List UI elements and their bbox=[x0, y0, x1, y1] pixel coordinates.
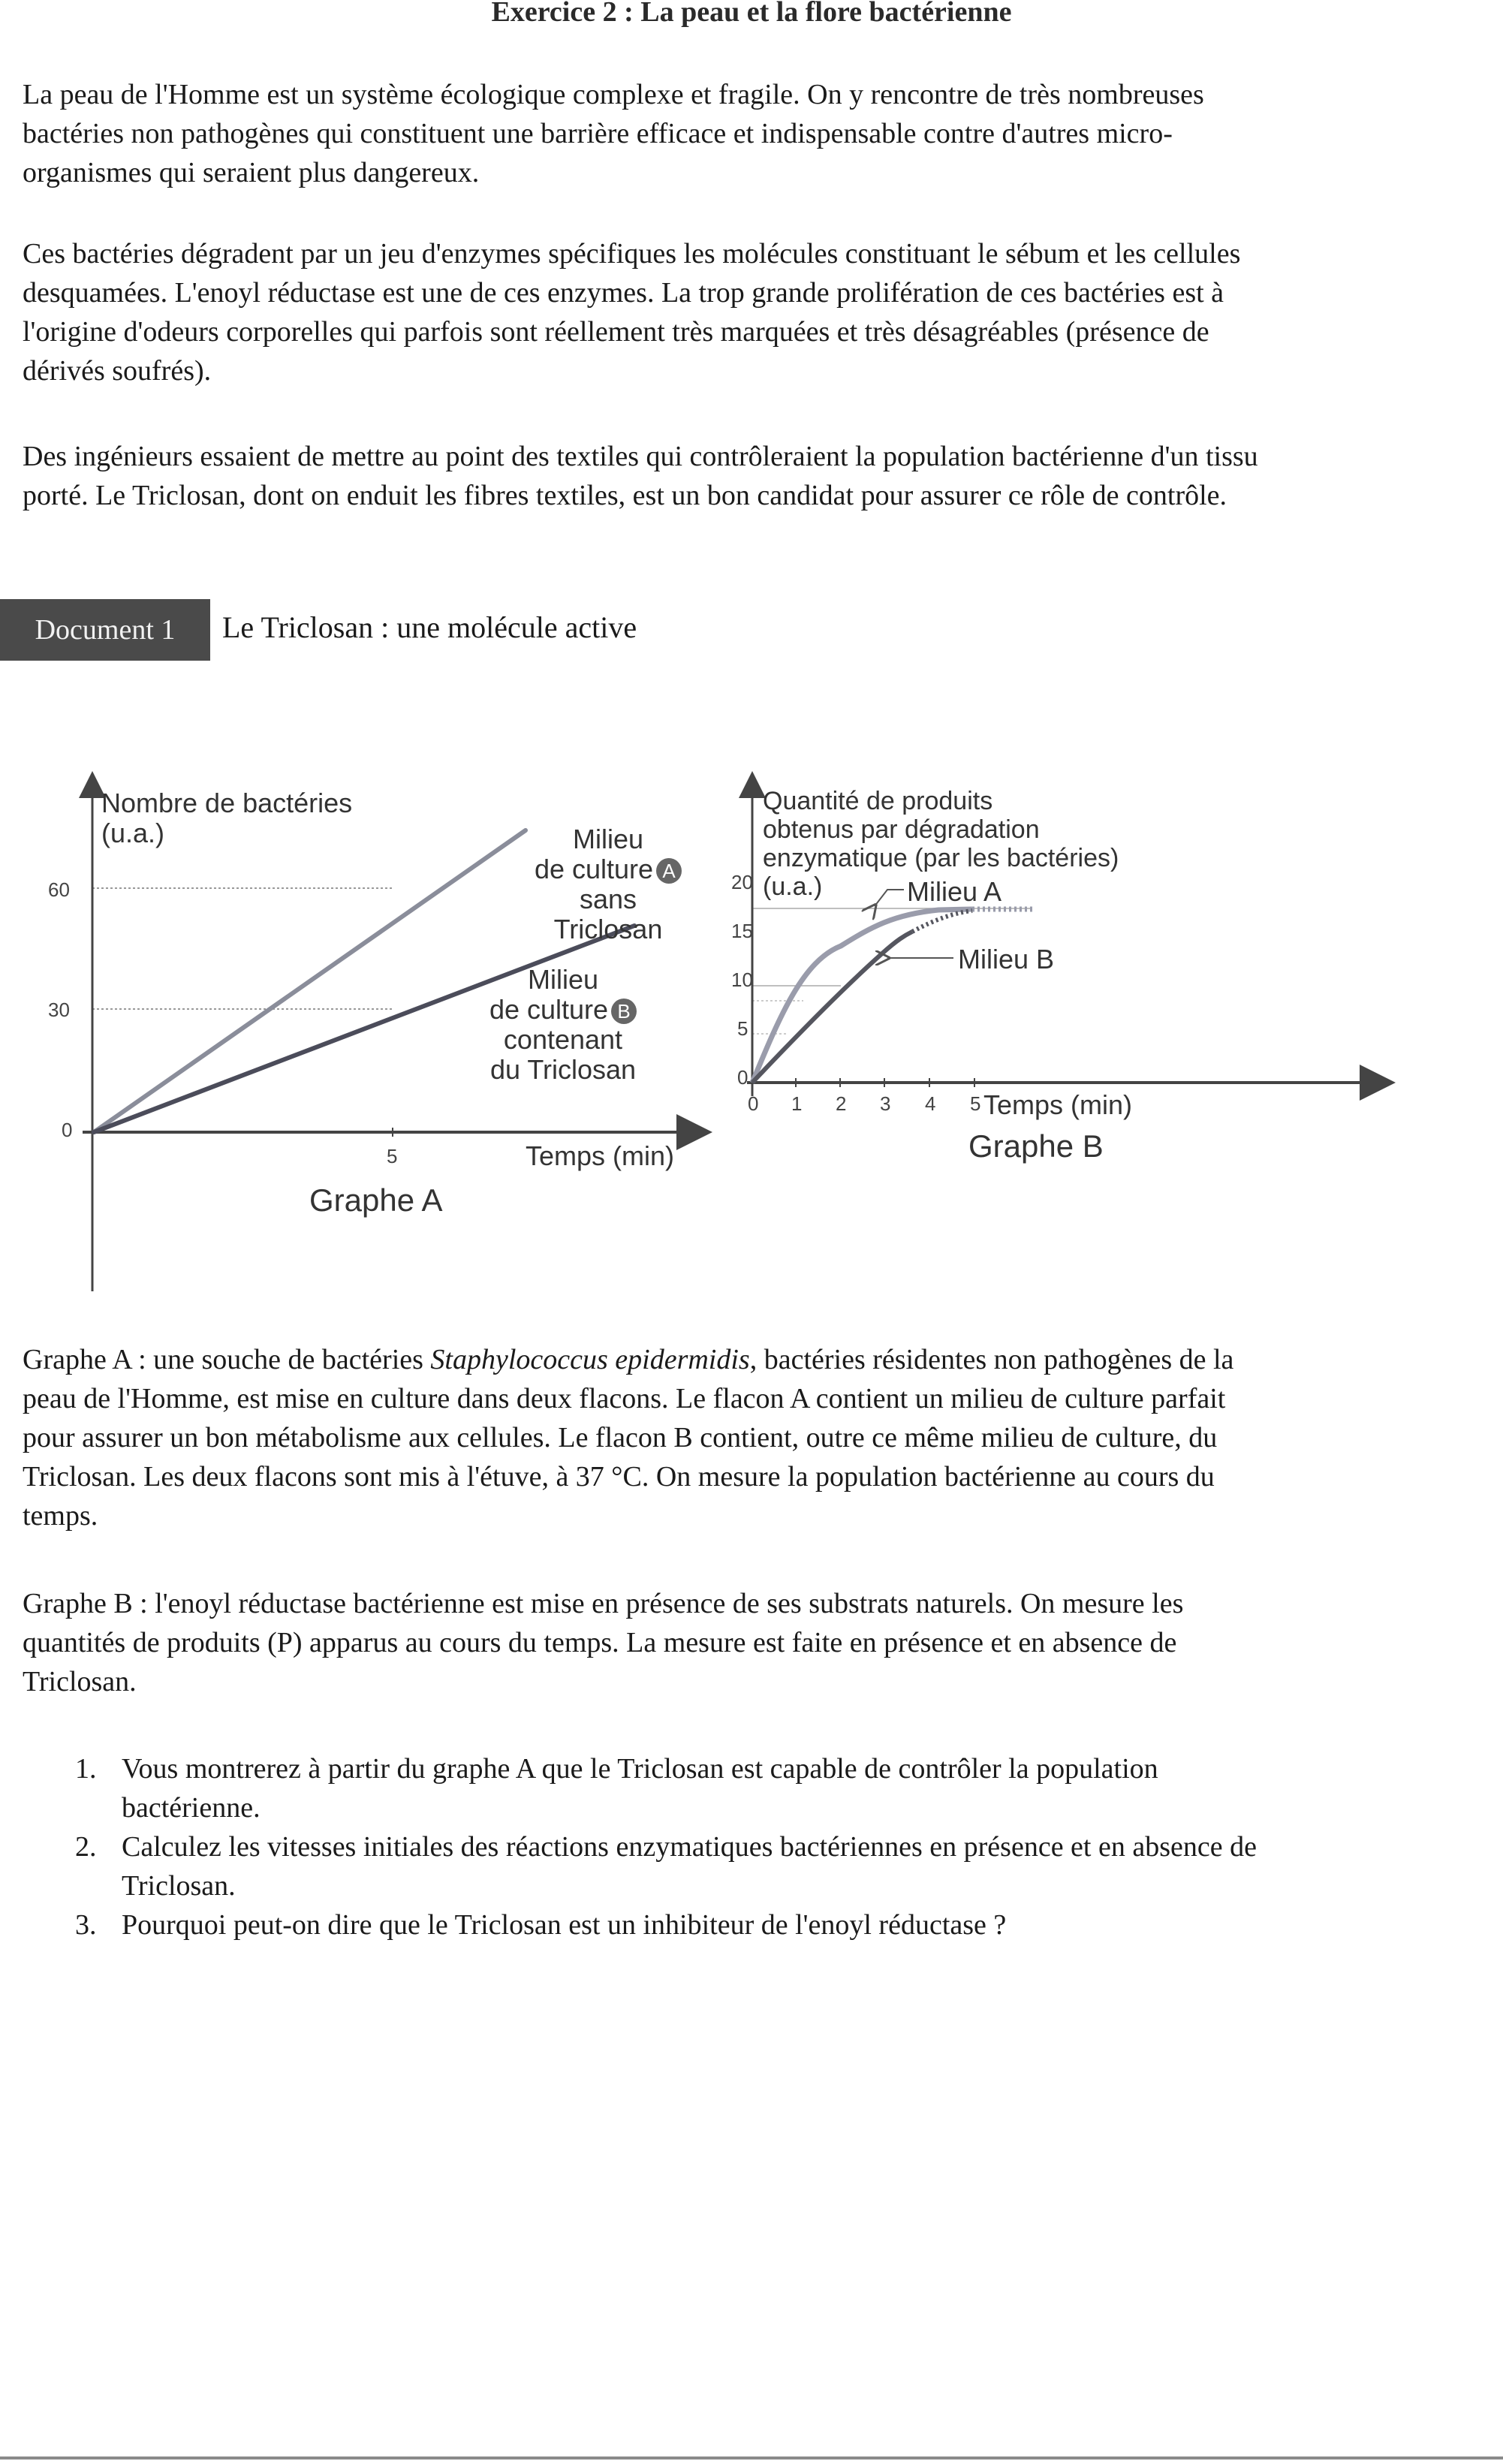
x-tick: 5 bbox=[387, 1145, 398, 1167]
y-tick: 5 bbox=[737, 1017, 748, 1040]
page-bottom-edge bbox=[0, 2456, 1503, 2459]
legend-line: de culture bbox=[489, 994, 609, 1025]
x-tick: 3 bbox=[880, 1092, 891, 1115]
text-line: temps. bbox=[23, 1500, 98, 1532]
intro-paragraph-3 bbox=[23, 437, 1503, 515]
exercise-title: Exercice 2 : La peau et la flore bactérienne bbox=[491, 0, 1012, 28]
x-tick: 1 bbox=[791, 1092, 803, 1115]
x-tick: 0 bbox=[748, 1092, 759, 1115]
intro-paragraph-1 bbox=[23, 75, 1503, 192]
text-line: peau de l'Homme, est mise en culture dans deux flacons. Le flacon A contient un milieu de culture parfait bbox=[23, 1383, 1226, 1414]
legend-line: contenant bbox=[503, 1024, 623, 1055]
text-line: porté. Le Triclosan, dont on enduit les fibres textiles, est un bon candidat pour assurer ce rôle de contrôle. bbox=[23, 480, 1227, 511]
y-tick: 10 bbox=[731, 968, 753, 991]
y-tick: 0 bbox=[62, 1119, 73, 1141]
document-title: Le Triclosan : une molécule active bbox=[222, 610, 637, 644]
text-line: pour assurer un bon métabolisme aux cellules. Le flacon B contient, outre ce même milieu de culture, du bbox=[23, 1422, 1218, 1453]
legend-milieu-a: Milieu A bbox=[907, 876, 1002, 907]
intro-paragraph-2 bbox=[23, 234, 1503, 390]
text-line: Graphe B : l'enoyl réductase bactérienne est mise en présence de ses substrats naturels. On mesure les bbox=[23, 1588, 1184, 1619]
graph-b-description bbox=[23, 1584, 1503, 1701]
legend-line: Milieu bbox=[572, 824, 644, 854]
graph-b-xlabel: Temps (min) bbox=[983, 1089, 1133, 1120]
legend-milieu-b: Milieu B bbox=[958, 944, 1055, 974]
text-line: Triclosan. bbox=[23, 1666, 137, 1697]
graph-b-caption: Graphe B bbox=[968, 1128, 1104, 1164]
text-line: quantités de produits (P) apparus au cours du temps. La mesure est faite en présence et en absence de bbox=[23, 1627, 1177, 1658]
text-line: Ces bactéries dégradent par un jeu d'enzymes spécifiques les molécules constituant le sébum et les cellules bbox=[23, 238, 1241, 270]
text-line: Triclosan. Les deux flacons sont mis à l'étuve, à 37 °C. On mesure la population bactérienne au cours du bbox=[23, 1461, 1215, 1493]
ylabel-line: Nombre de bactéries bbox=[101, 788, 353, 818]
x-tick: 5 bbox=[970, 1092, 981, 1115]
question-text: Calculez les vitesses initiales des réactions enzymatiques bactériennes en présence et en absence de bbox=[122, 1831, 1257, 1863]
legend-line: du Triclosan bbox=[489, 1054, 637, 1085]
question-number: 2. bbox=[75, 1831, 97, 1863]
document-label bbox=[0, 599, 210, 661]
question-number: 3. bbox=[75, 1909, 97, 1941]
y-tick: 30 bbox=[48, 999, 70, 1021]
question-number: 1. bbox=[75, 1753, 97, 1785]
graph-a-caption: Graphe A bbox=[309, 1182, 443, 1218]
badge-a-icon: A bbox=[656, 858, 682, 884]
text-line bbox=[23, 1340, 1503, 1379]
graph-a-description bbox=[23, 1340, 1503, 1535]
document-label-text: Document 1 bbox=[35, 614, 176, 646]
y-tick: 0 bbox=[737, 1066, 748, 1089]
x-tick: 4 bbox=[925, 1092, 936, 1115]
question-text: bactérienne. bbox=[122, 1792, 261, 1824]
legend-series-b bbox=[465, 965, 661, 1085]
species-name: Staphylococcus epidermidis bbox=[430, 1344, 750, 1375]
graph-b bbox=[721, 766, 1396, 1291]
text-fragment: Graphe A : une souche de bactéries bbox=[23, 1344, 431, 1375]
legend-series-a bbox=[511, 824, 706, 944]
ylabel-line: (u.a.) bbox=[763, 872, 823, 901]
text-line: l'origine d'odeurs corporelles qui parfois sont réellement très marquées et très désagréables (présence de bbox=[23, 316, 1209, 348]
graph-a-ylabel bbox=[101, 788, 352, 848]
graph-a bbox=[0, 766, 721, 1291]
y-tick: 60 bbox=[48, 878, 70, 901]
legend-line: Milieu bbox=[527, 964, 599, 995]
question-text: Vous montrerez à partir du graphe A que le Triclosan est capable de contrôler la population bbox=[122, 1753, 1158, 1785]
question-2 bbox=[75, 1827, 1257, 1905]
y-tick: 15 bbox=[731, 920, 753, 942]
text-fragment: , bactéries résidentes non pathogènes de la bbox=[749, 1344, 1234, 1375]
graph-a-xlabel: Temps (min) bbox=[526, 1140, 675, 1171]
question-text: Pourquoi peut-on dire que le Triclosan est un inhibiteur de l'enoyl réductase ? bbox=[122, 1909, 1007, 1941]
text-line: Des ingénieurs essaient de mettre au point des textiles qui contrôleraient la population bactérienne d'un tissu bbox=[23, 441, 1258, 472]
ylabel-line: (u.a.) bbox=[101, 818, 165, 848]
question-list bbox=[75, 1749, 1257, 1944]
y-tick: 20 bbox=[731, 871, 753, 893]
question-3 bbox=[75, 1905, 1257, 1944]
ylabel-line: obtenus par dégradation bbox=[763, 815, 1040, 844]
question-1 bbox=[75, 1749, 1257, 1827]
badge-b-icon: B bbox=[611, 999, 637, 1024]
ylabel-line: Quantité de produits bbox=[763, 787, 993, 815]
legend-line: sans bbox=[579, 884, 637, 914]
ylabel-line: enzymatique (par les bactéries) bbox=[763, 844, 1119, 872]
legend-line: de culture bbox=[534, 854, 654, 884]
text-line: bactéries non pathogènes qui constituent une barrière efficace et indispensable contre d'autres micro- bbox=[23, 118, 1173, 149]
text-line: La peau de l'Homme est un système écologique complexe et fragile. On y rencontre de très nombreuses bbox=[23, 79, 1204, 110]
text-line: dérivés soufrés). bbox=[23, 355, 212, 387]
legend-line: Triclosan bbox=[553, 914, 663, 944]
text-line: organismes qui seraient plus dangereux. bbox=[23, 157, 480, 188]
question-text: Triclosan. bbox=[122, 1870, 236, 1902]
text-line: desquamées. L'enoyl réductase est une de ces enzymes. La trop grande prolifération de ces bactéries est à bbox=[23, 277, 1224, 309]
x-tick: 2 bbox=[836, 1092, 847, 1115]
